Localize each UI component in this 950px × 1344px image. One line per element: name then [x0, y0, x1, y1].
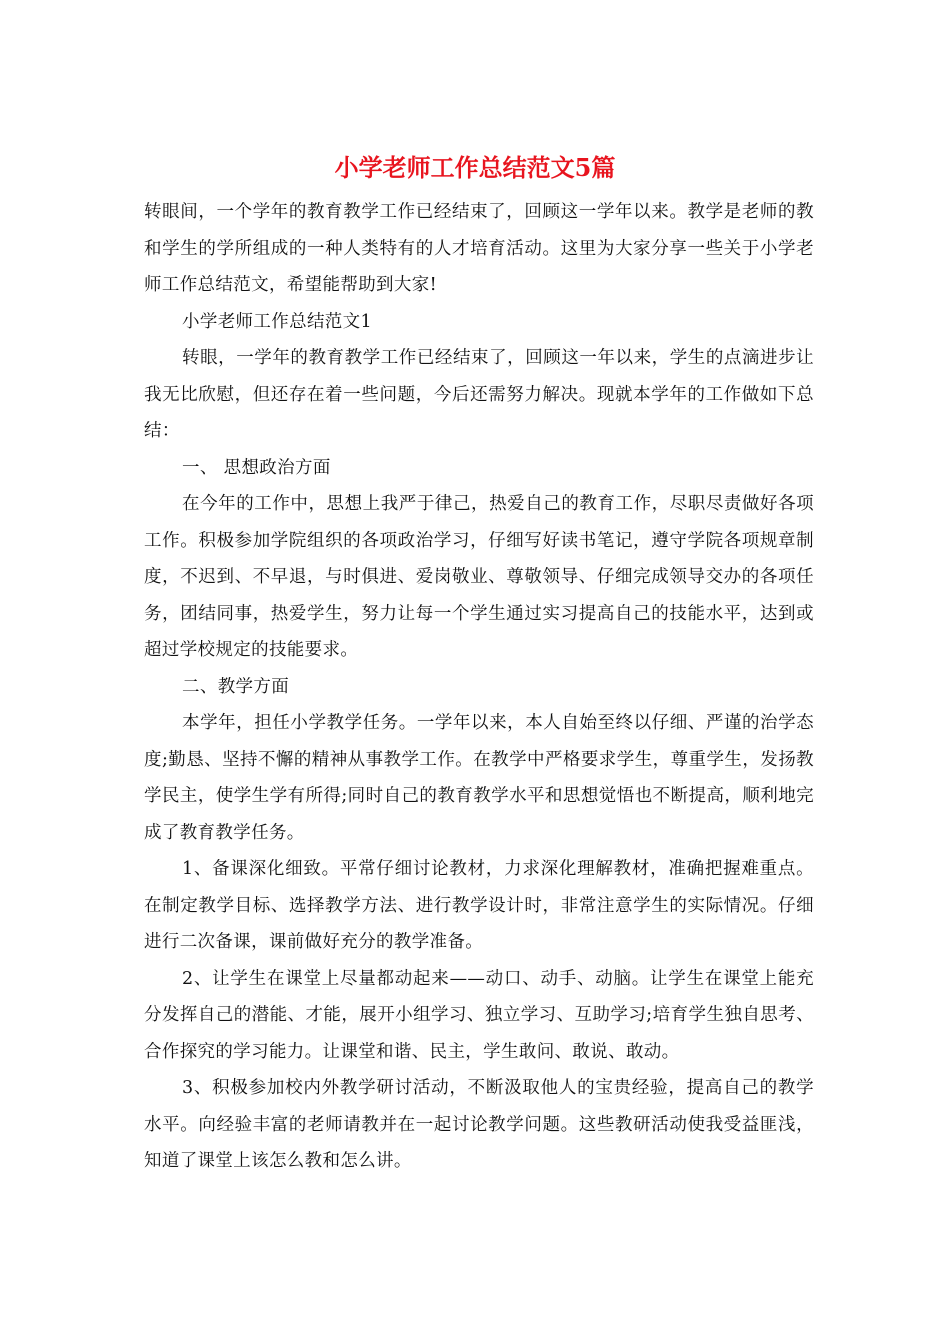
body-paragraph: 本学年，担任小学教学任务。一学年以来，本人自始至终以仔细、严谨的治学态度;勤恳、坚持不懈的精神从事教学工作。在教学中严格要求学生，尊重学生，发扬教学民主，使学生学有所得;同时自己的教育教学水平和思想觉悟也不断提高，顺利地完成了教育教学任务。 — [144, 713, 814, 843]
section-heading: 小学老师工作总结范文1 — [182, 311, 372, 332]
body-paragraph: 1、备课深化细致。平常仔细讨论教材，力求深化理解教材，准确把握难重点。在制定教学目标、选择教学方法、进行教学设计时，非常注意学生的实际情况。仔细进行二次备课，课前做好充分的教学准备。 — [144, 859, 814, 952]
document-body — [144, 194, 814, 1180]
body-paragraph: 2、让学生在课堂上尽量都动起来——动口、动手、动脑。让学生在课堂上能充分发挥自己的潜能、才能，展开小组学习、独立学习、互助学习;培育学生独自思考、合作探究的学习能力。让课堂和谐、民主，学生敢问、敢说、敢动。 — [144, 968, 814, 1062]
section-heading: 二、教学方面 — [182, 676, 290, 697]
section-heading: 一、 思想政治方面 — [182, 457, 331, 478]
document-title: 小学老师工作总结范文5篇 — [334, 153, 616, 182]
intro-paragraph: 转眼间，一个学年的教育教学工作已经结束了，回顾这一学年以来。教学是老师的教和学生的学所组成的一种人类特有的人才培育活动。这里为大家分享一些关于小学老师工作总结范文，希望能帮助到大家! — [144, 202, 814, 295]
body-paragraph: 转眼，一学年的教育教学工作已经结束了，回顾这一年以来，学生的点滴进步让我无比欣慰，但还存在着一些问题，今后还需努力解决。现就本学年的工作做如下总结： — [144, 348, 814, 441]
body-paragraph: 3、积极参加校内外教学研讨活动，不断汲取他人的宝贵经验，提高自己的教学水平。向经验丰富的老师请教并在一起讨论教学问题。这些教研活动使我受益匪浅，知道了课堂上该怎么教和怎么讲。 — [144, 1078, 814, 1171]
body-paragraph: 在今年的工作中，思想上我严于律己，热爱自己的教育工作，尽职尽责做好各项工作。积极参加学院组织的各项政治学习，仔细写好读书笔记，遵守学院各项规章制度，不迟到、不早退，与时俱进、爱岗敬业、尊敬领导、仔细完成领导交办的各项任务，团结同事，热爱学生，努力让每一个学生通过实习提高自己的技能水平，达到或超过学校规定的技能要求。 — [144, 494, 814, 660]
